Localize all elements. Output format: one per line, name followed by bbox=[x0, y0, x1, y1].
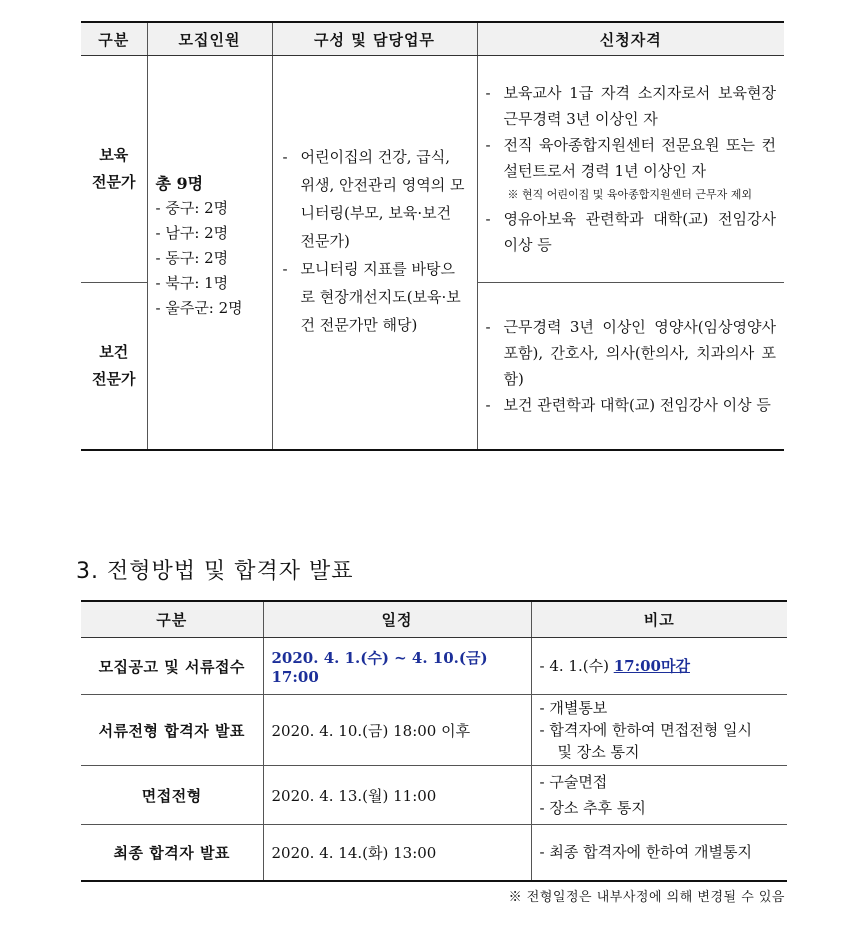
table-row bbox=[81, 766, 787, 825]
count-item: - 북구: 1명 bbox=[155, 274, 229, 293]
qual-item: - 근무경력 3년 이상인 영양사(임상영양사 포함), 간호사, 의사(한의사, 치과의사 포함) bbox=[485, 317, 776, 388]
duty-item: - 어린이집의 건강, 급식, 위생, 안전관리 영역의 모니터링(부모, 보육·보건 전문가) bbox=[282, 148, 465, 251]
stage-label: 최종 합격자 발표 bbox=[81, 825, 263, 881]
schedule-date: 2020. 4. 1.(수) ~ 4. 10.(금) 17:00 bbox=[263, 638, 531, 695]
memo-cell: - 구술면접 - 장소 추후 통지 bbox=[531, 766, 787, 825]
duties-cell bbox=[272, 56, 477, 450]
qual-note: ※ 현직 어린이집 및 육아종합지원센터 근무자 제외 bbox=[507, 188, 752, 201]
schedule-date: 2020. 4. 13.(월) 11:00 bbox=[263, 766, 531, 825]
recruit-count-cell bbox=[147, 56, 272, 450]
memo-cell: - 최종 합격자에 한하여 개별통지 bbox=[531, 825, 787, 881]
recruitment-table bbox=[81, 21, 784, 451]
selection-schedule-table bbox=[81, 600, 787, 882]
header-qualifications: 신청자격 bbox=[477, 22, 784, 56]
schedule-header-row bbox=[81, 601, 787, 638]
qual-item: - 보육교사 1급 자격 소지자로서 보육현장 근무경력 3년 이상인 자 bbox=[485, 84, 776, 128]
recruit-total: 총 9명 bbox=[155, 174, 204, 194]
header-stage: 구분 bbox=[81, 601, 263, 638]
childcare-row bbox=[81, 56, 784, 283]
count-item: - 남구: 2명 bbox=[155, 224, 229, 243]
health-qualifications bbox=[477, 283, 784, 450]
header-duties: 구성 및 담당업무 bbox=[272, 22, 477, 56]
memo-cell: - 4. 1.(수) 17:00마감 bbox=[531, 638, 787, 695]
recruitment-header-row bbox=[81, 22, 784, 56]
schedule-date: 2020. 4. 10.(금) 18:00 이후 bbox=[263, 695, 531, 766]
header-count: 모집인원 bbox=[147, 22, 272, 56]
header-schedule: 일정 bbox=[263, 601, 531, 638]
category-health: 보건 전문가 bbox=[81, 283, 147, 450]
memo-cell: - 개별통보 - 합격자에 한하여 면접전형 일시 및 장소 통지 bbox=[531, 695, 787, 766]
deadline-highlight: 17:00마감 bbox=[613, 657, 690, 675]
table-row bbox=[81, 825, 787, 881]
count-item: - 울주군: 2명 bbox=[155, 299, 243, 318]
header-memo: 비고 bbox=[531, 601, 787, 638]
table-row bbox=[81, 638, 787, 695]
table-row bbox=[81, 695, 787, 766]
childcare-qualifications bbox=[477, 56, 784, 283]
duty-item: - 모니터링 지표를 바탕으로 현장개선지도(보육·보건 전문가만 해당) bbox=[282, 260, 461, 335]
qual-item: - 보건 관련학과 대학(교) 전임강사 이상 등 bbox=[485, 395, 771, 414]
stage-label: 서류전형 합격자 발표 bbox=[81, 695, 263, 766]
qual-item: - 전직 육아종합지원센터 전문요원 또는 컨설턴트로서 경력 1년 이상인 자 bbox=[485, 136, 776, 180]
schedule-date: 2020. 4. 14.(화) 13:00 bbox=[263, 825, 531, 881]
stage-label: 모집공고 및 서류접수 bbox=[81, 638, 263, 695]
count-item: - 중구: 2명 bbox=[155, 199, 229, 218]
section-heading: 3. 전형방법 및 합격자 발표 bbox=[76, 559, 354, 584]
schedule-footnote: ※ 전형일정은 내부사정에 의해 변경될 수 있음 bbox=[508, 890, 785, 905]
category-childcare: 보육 전문가 bbox=[81, 56, 147, 283]
qual-item: - 영유아보육 관련학과 대학(교) 전임강사 이상 등 bbox=[485, 210, 776, 254]
count-item: - 동구: 2명 bbox=[155, 249, 229, 268]
header-category: 구분 bbox=[81, 22, 147, 56]
stage-label: 면접전형 bbox=[81, 766, 263, 825]
